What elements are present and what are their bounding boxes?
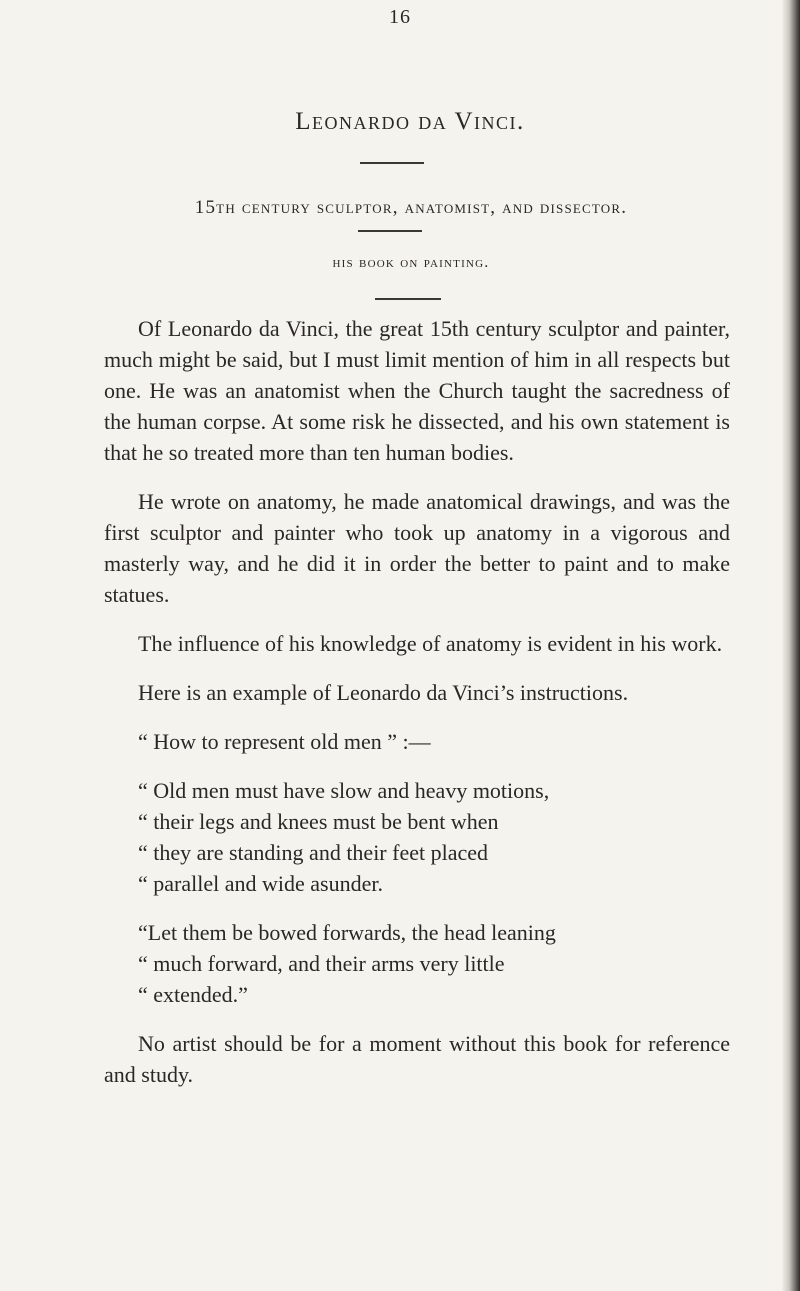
- chapter-subheading: his book on painting.: [332, 254, 490, 271]
- quote-line: “ Old men must have slow and heavy motions,: [138, 778, 550, 803]
- paragraph: The influence of his knowledge of anatomy is evident in his work.: [138, 631, 723, 656]
- quote-intro: “ How to represent old men ” :—: [138, 729, 431, 754]
- quote-line: “ they are standing and their feet placed: [138, 840, 489, 865]
- paragraph: Of Leonardo da Vinci, the great 15th century sculptor and painter, much might be said, but I must limit mention of him in all respects but one. He was an anatomist when the Church taught the sacredness of the human corpse. At some risk he dissected, and his own statement is that he so treated more than ten human bodies.: [104, 316, 730, 465]
- quote-line: “ much forward, and their arms very little: [138, 951, 505, 976]
- page-edge-shadow: [782, 0, 800, 1291]
- closing-paragraph: No artist should be for a moment without this book for reference and study.: [104, 1031, 730, 1087]
- quote-block: [104, 917, 730, 1010]
- quote-line: “ parallel and wide asunder.: [138, 871, 383, 896]
- quote-line: “ their legs and knees must be bent when: [138, 809, 499, 834]
- quote-block: [104, 775, 730, 899]
- divider-rule: [360, 162, 424, 164]
- paragraph: He wrote on anatomy, he made anatomical drawings, and was the first sculptor and painter who took up anatomy in a vigorous and masterly way, and he did it in order the better to paint and to make statues.: [104, 489, 730, 607]
- page-number: 16: [389, 6, 411, 28]
- paragraph: Here is an example of Leonardo da Vinci’s instructions.: [138, 680, 629, 705]
- quote-line: “ extended.”: [138, 982, 248, 1007]
- chapter-subtitle: 15th century sculptor, anatomist, and dissector.: [194, 197, 628, 218]
- quote-line: “Let them be bowed forwards, the head leaning: [138, 920, 556, 945]
- divider-rule: [375, 298, 441, 300]
- body-text: [104, 313, 730, 1108]
- chapter-title: Leonardo da Vinci.: [295, 108, 525, 135]
- divider-rule: [358, 230, 422, 232]
